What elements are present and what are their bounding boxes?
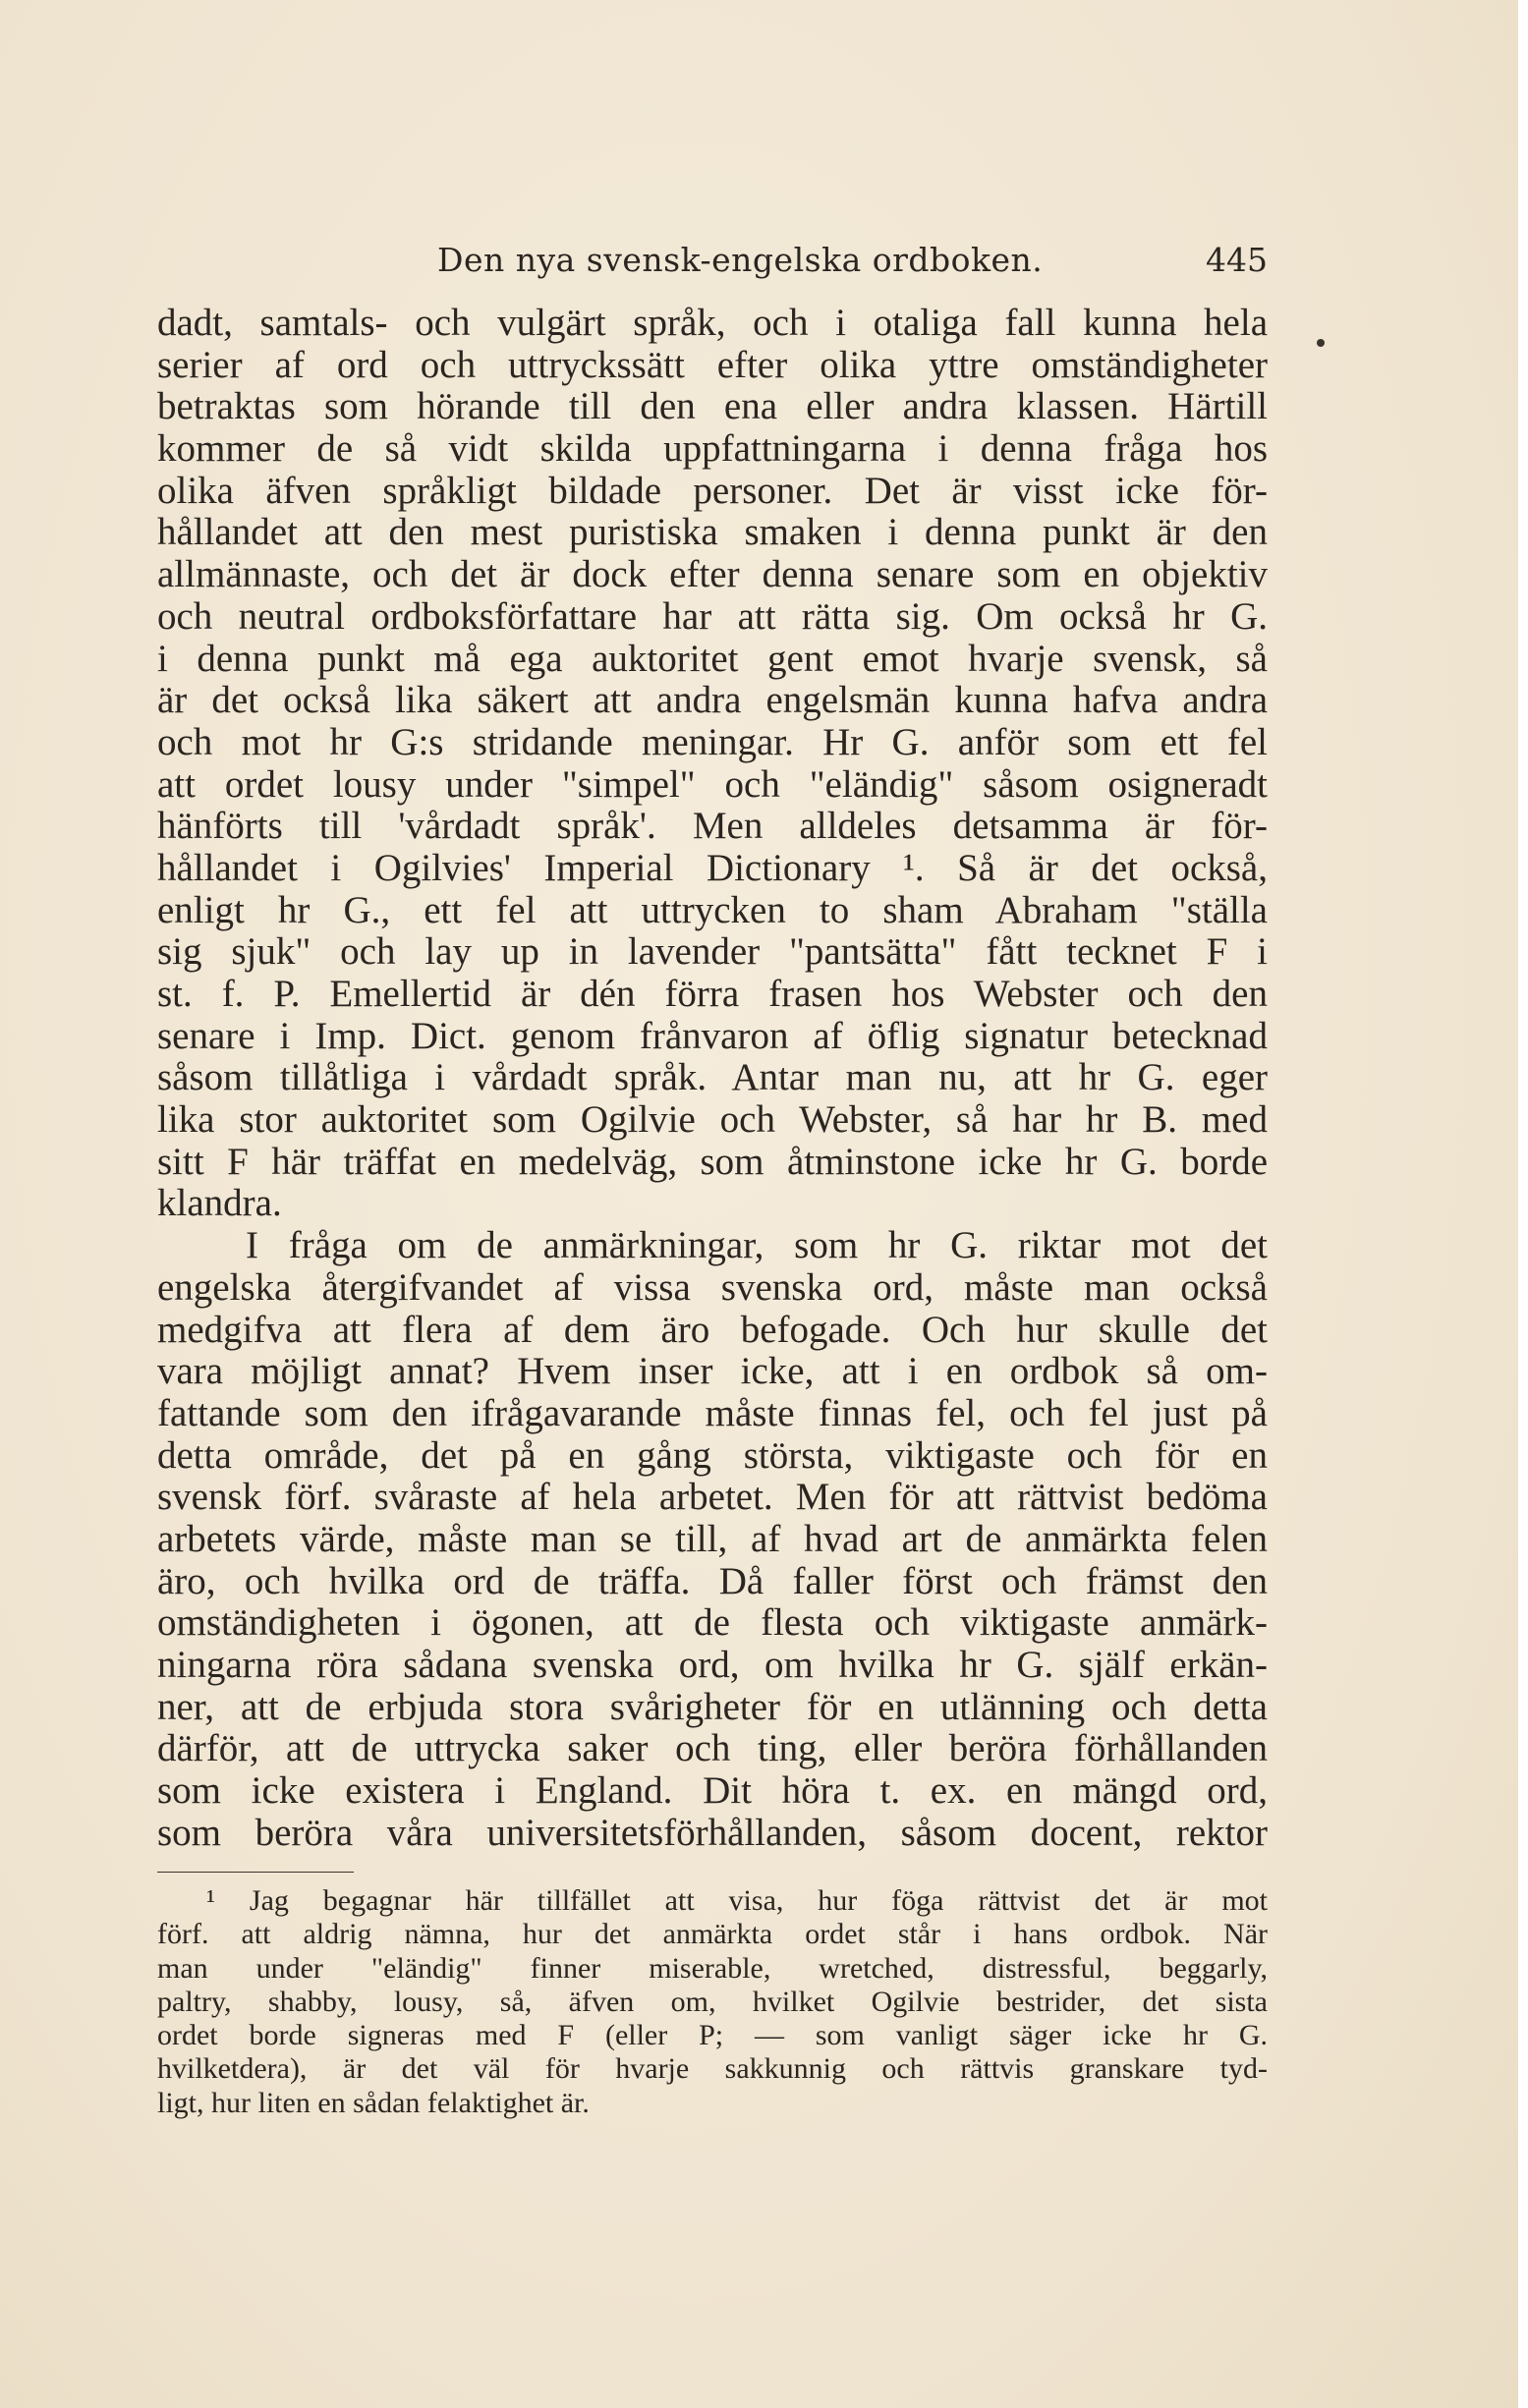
text-line: fattande som den ifrågavarande måste finnas fel, och fel just på — [157, 1391, 1268, 1434]
text-line: lika stor auktoritet som Ogilvie och Webster, så har hr B. med — [157, 1098, 1268, 1142]
text-line: och mot hr G:s stridande meningar. Hr G. anför som ett fel — [157, 720, 1268, 763]
page-number: 445 — [1206, 241, 1268, 279]
footnote — [157, 1884, 1268, 2120]
text-line: vara möjligt annat? Hvem inser icke, att i en ordbok så om- — [157, 1350, 1268, 1393]
text-line: betraktas som hörande till den ena eller andra klassen. Härtill — [157, 385, 1268, 428]
text-line: serier af ord och uttryckssätt efter olika yttre omständigheter — [157, 343, 1268, 386]
footnote-line: paltry, shabby, lousy, så, äfven om, hvilket Ogilvie bestrider, det sista — [157, 1985, 1268, 2018]
text-line: därför, att de uttrycka saker och ting, eller beröra förhållanden — [157, 1727, 1268, 1770]
text-line: medgifva att flera af dem äro befogade. Och hur skulle det — [157, 1308, 1268, 1351]
text-line: som beröra våra universitetsförhållanden, såsom docent, rektor — [157, 1811, 1268, 1854]
text-line: olika äfven språkligt bildade personer. Det är visst icke för- — [157, 469, 1268, 512]
text-line: hållandet i Ogilvies' Imperial Dictionary ¹. Så är det också, — [157, 846, 1268, 889]
text-line: såsom tillåtliga i vårdadt språk. Antar man nu, att hr G. eger — [157, 1056, 1268, 1099]
text-line: dadt, samtals- och vulgärt språk, och i otaliga fall kunna hela — [157, 302, 1268, 344]
text-line: hållandet att den mest puristiska smaken i denna punkt är den — [157, 511, 1268, 554]
page-header — [157, 241, 1268, 290]
text-line: sitt F här träffat en medelväg, som åtminstone icke hr G. borde — [157, 1140, 1268, 1183]
paragraph-start-line: I fråga om de anmärkningar, som hr G. riktar mot det — [246, 1224, 1268, 1267]
text-line: är det också lika säkert att andra engelsmän kunna hafva andra — [157, 679, 1268, 722]
text-line: ner, att de erbjuda stora svårigheter för en utlänning och detta — [157, 1685, 1268, 1728]
text-line: enligt hr G., ett fel att uttrycken to sham Abraham "ställa — [157, 888, 1268, 931]
text-line: och neutral ordboksförfattare har att rätta sig. Om också hr G. — [157, 594, 1268, 638]
footnote-line: ¹ Jag begagnar här tillfället att visa, hur föga rättvist det är mot — [206, 1884, 1268, 1917]
text-line: arbetets värde, måste man se till, af hvad art de anmärkta felen — [157, 1517, 1268, 1560]
text-line: kommer de så vidt skilda uppfattningarna i denna fråga hos — [157, 427, 1268, 471]
footnote-line: man under "eländig" finner miserable, wretched, distressful, beggarly, — [157, 1951, 1268, 1985]
body-text — [157, 303, 1268, 1854]
text-line: hänförts till 'vårdadt språk'. Men alldeles detsamma är för- — [157, 805, 1268, 848]
page-edge — [1518, 0, 1528, 2408]
footnote-line: ordet borde signeras med F (eller P; — som vanligt säger icke hr G. — [157, 2019, 1268, 2052]
text-line: att ordet lousy under "simpel" och "eländig" såsom osigneradt — [157, 762, 1268, 806]
text-line: st. f. P. Emellertid är dén förra frasen hos Webster och den — [157, 973, 1268, 1015]
footnote-line: hvilketdera), är det väl för hvarje sakkunnig och rättvis granskare tyd- — [157, 2052, 1268, 2086]
text-line: detta område, det på en gång största, viktigaste och för en — [157, 1433, 1268, 1477]
text-line: sig sjuk" och lay up in lavender "pantsätta" fått tecknet F i — [157, 930, 1268, 974]
footnote-divider — [157, 1872, 354, 1873]
ink-speck — [1317, 339, 1325, 347]
text-line: omständigheten i ögonen, att de flesta och viktigaste anmärk- — [157, 1601, 1268, 1645]
running-title: Den nya svensk-engelska ordboken. — [437, 241, 1044, 279]
text-line: svensk förf. svåraste af hela arbetet. Men för att rättvist bedöma — [157, 1476, 1268, 1519]
text-line: senare i Imp. Dict. genom frånvaron af öflig signatur betecknad — [157, 1014, 1268, 1057]
text-line: som icke existera i England. Dit höra t. ex. en mängd ord, — [157, 1769, 1268, 1813]
footnote-line: förf. att aldrig nämna, hur det anmärkta ordet står i hans ordbok. När — [157, 1918, 1268, 1951]
paragraph-end-line: klandra. — [157, 1182, 282, 1225]
text-line: allmännaste, och det är dock efter denna senare som en objektiv — [157, 553, 1268, 596]
text-line: ningarna röra sådana svenska ord, om hvilka hr G. själf erkän- — [157, 1644, 1268, 1686]
text-line: äro, och hvilka ord de träffa. Då faller först och främst den — [157, 1559, 1268, 1602]
text-line: engelska återgifvandet af vissa svenska ord, måste man också — [157, 1265, 1268, 1309]
text-line: i denna punkt må ega auktoritet gent emot hvarje svensk, så — [157, 637, 1268, 680]
footnote-line: ligt, hur liten en sådan felaktighet är. — [157, 2086, 590, 2119]
